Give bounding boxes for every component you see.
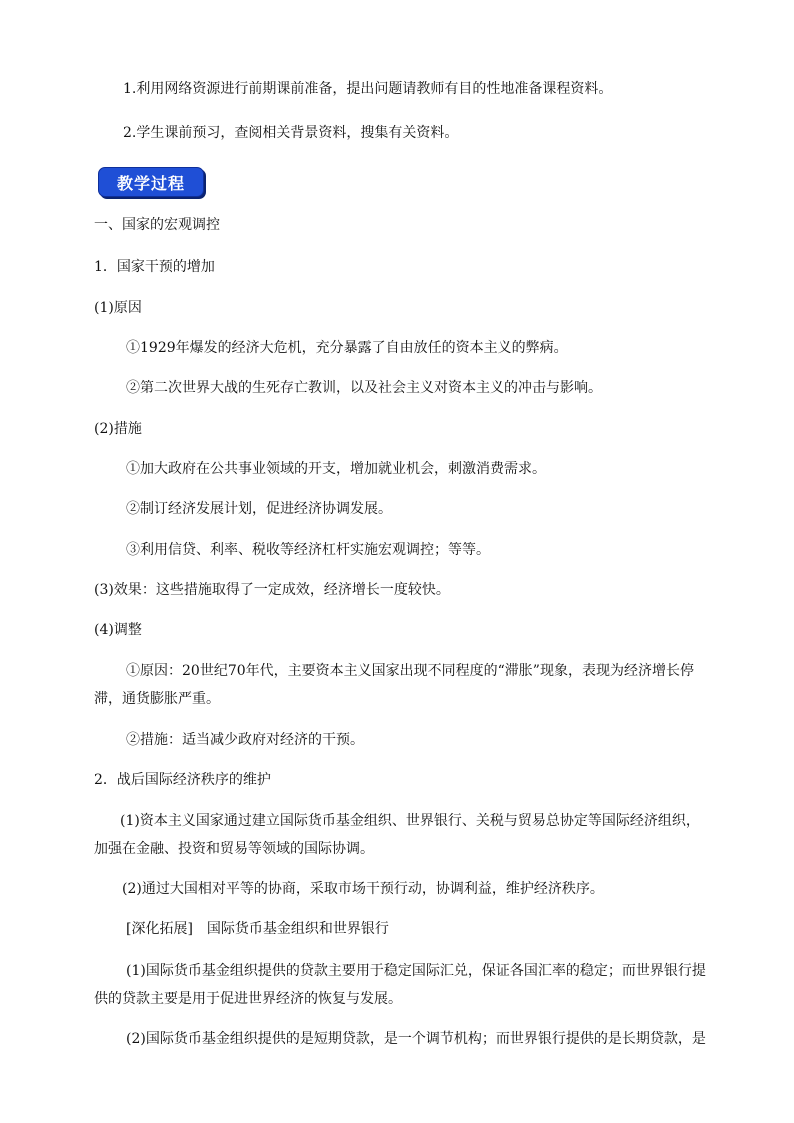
heading-cause: (1)原因 (94, 300, 142, 316)
heading-adjust: (4)调整 (94, 622, 142, 638)
paragraph-adjust-1-line-1: ①原因：20世纪70年代，主要资本主义国家出现不同程度的“滞胀”现象，表现为经济增长停 (126, 663, 694, 679)
paragraph-cause-1: ①1929年爆发的经济大危机，充分暴露了自由放任的资本主义的弊病。 (126, 340, 568, 356)
section-badge-label: 教学过程 (116, 173, 185, 193)
prep-item-2: 2.学生课前预习，查阅相关背景资料，搜集有关资料。 (123, 125, 459, 141)
paragraph-deep-2-line-1: (2)国际货币基金组织提供的是短期贷款，是一个调节机构；而世界银行提供的是长期贷款，是 (126, 1031, 706, 1047)
heading-section-1: 一、国家的宏观调控 (94, 217, 220, 233)
section-badge (98, 167, 204, 197)
heading-subsection-1: 1．国家干预的增加 (94, 259, 215, 275)
paragraph-measure-3: ③利用信贷、利率、税收等经济杠杆实施宏观调控；等等。 (126, 542, 490, 558)
prep-item-1: 1.利用网络资源进行前期课前准备，提出问题请教师有目的性地准备课程资料。 (123, 81, 613, 97)
paragraph-adjust-2: ②措施：适当减少政府对经济的干预。 (126, 732, 364, 748)
paragraph-cause-2: ②第二次世界大战的生死存亡教训，以及社会主义对资本主义的冲击与影响。 (126, 380, 602, 396)
paragraph-measure-1: ①加大政府在公共事业领域的开支，增加就业机会，刺激消费需求。 (126, 461, 546, 477)
paragraph-deep-1-line-2: 供的贷款主要是用于促进世界经济的恢复与发展。 (94, 991, 402, 1007)
heading-subsection-2: 2．战后国际经济秩序的维护 (94, 772, 271, 788)
paragraph-order-1-line-2: 加强在金融、投资和贸易等领域的国际协调。 (94, 841, 374, 857)
paragraph-adjust-1-line-2: 滞，通货膨胀严重。 (94, 691, 220, 707)
paragraph-order-1-line-1: (1)资本主义国家通过建立国际货币基金组织、世界银行、关税与贸易总协定等国际经济组织， (120, 813, 700, 829)
paragraph-order-2: (2)通过大国相对平等的协商，采取市场干预行动，协调利益，维护经济秩序。 (122, 881, 604, 897)
heading-deep-expand: [深化拓展] 国际货币基金组织和世界银行 (126, 921, 389, 937)
paragraph-effect: (3)效果：这些措施取得了一定成效，经济增长一度较快。 (94, 582, 450, 598)
heading-measure: (2)措施 (94, 421, 142, 437)
paragraph-measure-2: ②制订经济发展计划，促进经济协调发展。 (126, 501, 392, 517)
paragraph-deep-1-line-1: (1)国际货币基金组织提供的贷款主要用于稳定国际汇兑，保证各国汇率的稳定；而世界银行提 (126, 963, 706, 979)
